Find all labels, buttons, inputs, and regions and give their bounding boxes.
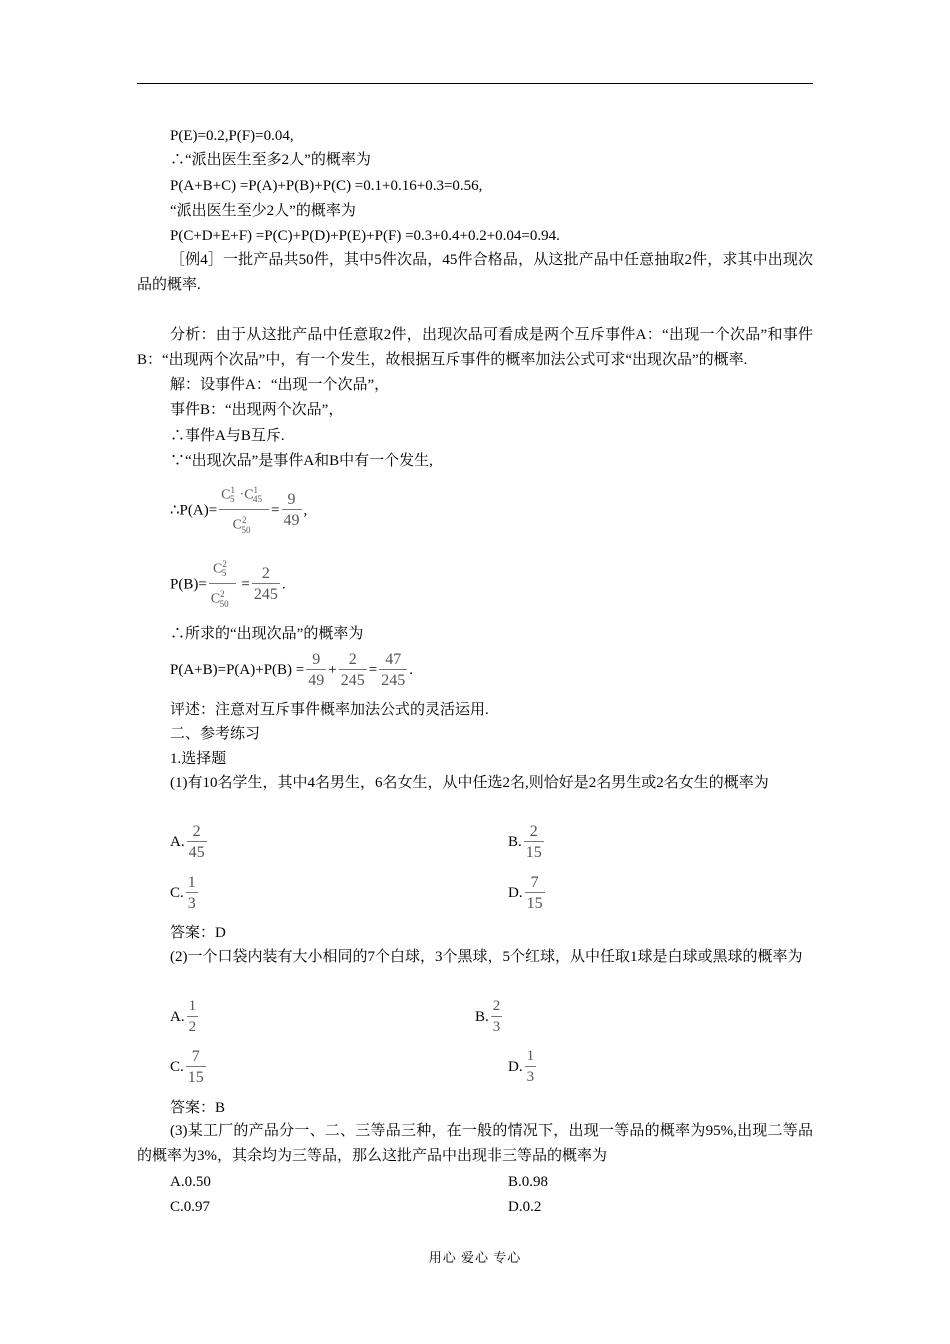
q2-option-b: B. $\frac{2}{3}$ <box>475 997 504 1038</box>
question-1: (1)有10名学生，其中4名男生，6名女生，从中任选2名,则恰好是2名男生或2名女生的概率为 <box>170 775 769 791</box>
formula-pab: P(A+B)=P(A)+P(B) = $\frac{9}{49}$ + $\frac{2}{245}$ = $\frac{47}{245}$ . <box>170 651 413 690</box>
solution-line-2: 事件B：“出现两个次品”， <box>170 402 344 418</box>
analysis-paragraph: 分析：由于从这批产品中任意取2件，出现次品可看成是两个互斥事件A：“出现一个次品”和事件B：“出现两个次品”中，有一个发生，故根据互斥事件的概率加法公式可求“出现次品”的概率. <box>137 327 813 368</box>
q2-option-c: C. $\frac{7}{15}$ <box>170 1048 204 1086</box>
formula-pb-label: P(B)= <box>170 576 207 593</box>
line-pabc: P(A+B+C) =P(A)+P(B)+P(C) =0.1+0.16+0.3=0.56, <box>170 178 483 194</box>
q3-option-b: B.0.98 <box>508 1174 549 1190</box>
q2-option-d: D. $\frac{1}{3}$ <box>508 1047 538 1088</box>
q3-option-a: A.0.50 <box>170 1174 211 1190</box>
line-at-least-two: “派出医生至少2人”的概率为 <box>170 203 356 219</box>
formula-pb: P(B)= $\frac{C^2_5}{C^2_{50}}$ = $\frac{2}{245}$ . <box>170 555 813 615</box>
q3-option-d: D.0.2 <box>508 1199 542 1215</box>
solution-line-1: 解：设事件A：“出现一个次品”， <box>170 377 390 393</box>
formula-pb-result: $\frac{2}{245}$ <box>253 565 278 604</box>
formula-pab-term-1: $\frac{9}{49}$ <box>308 651 325 690</box>
solution-line-4: ∵“出现次品”是事件A和B中有一个发生, <box>170 453 433 469</box>
line-pe-pf: P(E)=0.2,P(F)=0.04, <box>170 128 294 144</box>
q1-option-a: A. $\frac{2}{45}$ <box>170 823 205 861</box>
example-4-statement: ［例4］一批产品共50件，其中5件次品，45件合格品，从这批产品中任意抽取2件，求其中出现次品的概率. <box>137 252 813 293</box>
formula-pa-combination-fraction: $\frac{C^1_5 \cdot C^1_{45}}{C^2_{50}}$ <box>219 481 269 541</box>
header-rule <box>137 83 813 84</box>
line-at-most-two: ∴“派出医生至多2人”的概率为 <box>170 152 371 168</box>
formula-pa: ∴P(A)= $\frac{C^1_5 \cdot C^1_{45}}{C^2_{50}}$ = $\frac{9}{49}$ , <box>170 481 813 541</box>
line-pcdef: P(C+D+E+F) =P(C)+P(D)+P(E)+P(F) =0.3+0.4+0.2+0.04=0.94. <box>170 228 560 244</box>
question-2: (2)一个口袋内装有大小相同的7个白球，3个黑球，5个红球，从中任取1球是白球或黑球的概率为 <box>170 949 803 965</box>
subheading-choice: 1.选择题 <box>170 751 227 767</box>
section-heading-practice: 二、参考练习 <box>170 726 261 742</box>
q2-option-a: A. $\frac{1}{2}$ <box>170 997 200 1038</box>
answer-2: 答案：B <box>170 1100 226 1116</box>
q1-option-b: B. $\frac{2}{15}$ <box>508 823 542 861</box>
q3-option-c: C.0.97 <box>170 1199 211 1215</box>
comment-line: 评述：注意对互斥事件概率加法公式的灵活运用. <box>170 702 489 718</box>
q1-option-d: D. $\frac{7}{15}$ <box>508 874 543 912</box>
solution-line-3: ∴事件A与B互斥. <box>170 428 285 444</box>
question-3: (3)某工厂的产品分一、二、三等品三种，在一般的情况下，出现一等品的概率为95%,出现二等品的概率为3%，其余均为三等品，那么这批产品中出现非三等品的概率为 <box>137 1123 813 1164</box>
formula-pab-label: P(A+B)=P(A)+P(B) = <box>170 662 305 678</box>
formula-pb-combination-fraction: $\frac{C^2_5}{C^2_{50}}$ <box>209 555 236 615</box>
page-footer: 用心 爱心 专心 <box>428 1250 522 1265</box>
formula-pab-result: $\frac{47}{245}$ <box>381 651 406 690</box>
answer-1: 答案：D <box>170 925 226 941</box>
formula-pab-term-2: $\frac{2}{245}$ <box>340 651 365 690</box>
q1-option-c: C. $\frac{1}{3}$ <box>170 874 196 912</box>
formula-pa-label: ∴P(A)= <box>170 502 218 519</box>
formula-pa-result: $\frac{9}{49}$ <box>283 491 300 530</box>
solution-line-5: ∴所求的“出现次品”的概率为 <box>170 626 364 642</box>
